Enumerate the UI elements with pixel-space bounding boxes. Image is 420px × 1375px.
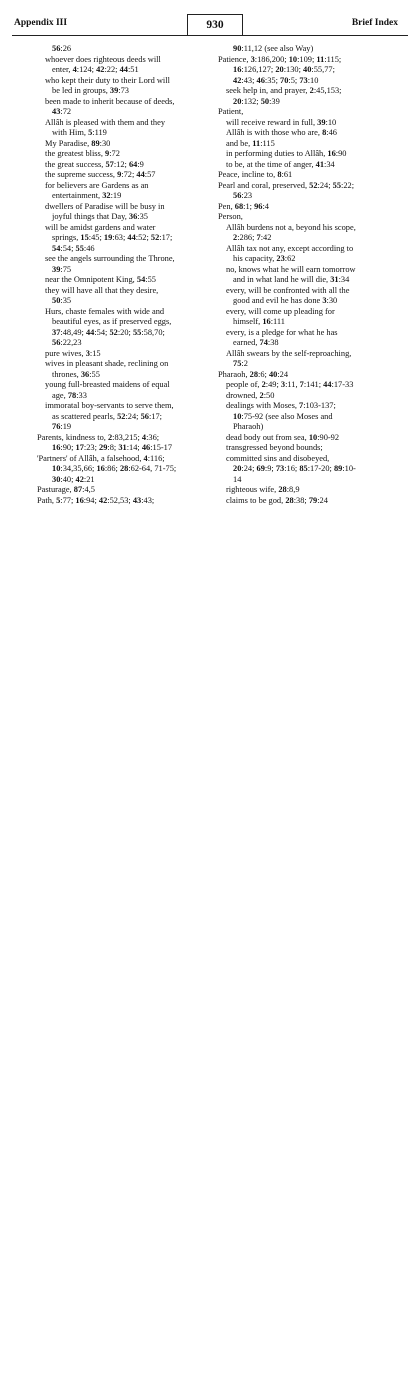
index-subentry: transgressed beyond bounds; <box>226 443 323 452</box>
index-subentry: been made to inherit because of deeds, <box>45 96 175 106</box>
index-subentry: 56:26 <box>52 44 72 53</box>
index-subentry: with Him, 5:119 <box>52 128 107 137</box>
index-entry: Person, <box>218 212 243 221</box>
index-entry: Pen, 68:1; 96:4 <box>218 201 269 211</box>
index-subentry: for believers are Gardens as an <box>45 180 149 190</box>
index-subentry: Allâh is with those who are, 8:46 <box>226 128 337 137</box>
index-subentry: Allâh is pleased with them and they <box>45 117 166 127</box>
index-subentry: immoratal boy-servants to serve them, <box>45 401 174 410</box>
index-subentry: drowned, 2:50 <box>226 390 275 400</box>
index-subentry: dwellers of Paradise will be busy in <box>45 201 165 211</box>
index-subentry: will be amidst gardens and water <box>45 222 156 232</box>
index-subentry: 20:132; 50:39 <box>233 96 280 106</box>
index-subentry: every, is a pledge for what he has <box>226 327 338 337</box>
index-subentry: 50:35 <box>52 296 72 305</box>
index-subentry: enter, 4:124; 42:22; 44:51 <box>52 65 139 74</box>
index-subentry: young full-breasted maidens of equal <box>45 380 170 389</box>
page-number: 930 <box>187 14 243 35</box>
index-subentry: whoever does righteous deeds will <box>45 54 161 64</box>
index-subentry: Allâh burdens not a, beyond his scope, <box>226 222 356 232</box>
index-subentry: in performing duties to Allâh, 16:90 <box>226 149 347 158</box>
index-subentry: 56:23 <box>233 191 253 200</box>
index-subentry: the greatest bliss, 9:72 <box>45 149 120 158</box>
index-subentry: dead body out from sea, 10:90-92 <box>226 432 340 442</box>
index-subentry: the great success, 57:12; 64:9 <box>45 159 144 169</box>
index-subentry: and be, 11:115 <box>226 138 275 148</box>
index-subentry: will receive reward in full, 39:10 <box>226 117 337 127</box>
index-entry: 'Partners' of Allâh, a falsehood, 4:116; <box>37 453 165 463</box>
index-subentry: 2:286; 7:42 <box>233 233 272 242</box>
page-header <box>0 14 420 36</box>
index-subentry: 39:75 <box>52 264 72 274</box>
index-subentry: beautiful eyes, as if preserved eggs, <box>52 317 172 326</box>
index-subentry: who kept their duty to their Lord will <box>45 75 170 85</box>
section-title: Appendix III <box>14 18 68 28</box>
index-subentry: Allâh tax not any, except according to <box>226 243 354 253</box>
index-subentry: earned, 74:38 <box>233 338 279 347</box>
index-subentry: thrones, 36:55 <box>52 369 100 379</box>
index-subentry: righteous wife, 28:8,9 <box>226 485 300 494</box>
index-subentry: be led in groups, 39:73 <box>52 86 129 95</box>
index-column-right <box>218 44 398 506</box>
index-subentry: 16:90; 17:23; 29:8; 31:14; 46:15-17 <box>52 443 173 452</box>
index-title: Brief Index <box>351 18 398 28</box>
index-subentry: 54:54; 55:46 <box>52 243 95 253</box>
index-subentry: My Paradise, 89:30 <box>45 138 111 148</box>
index-subentry: the supreme success, 9:72; 44:57 <box>45 170 156 179</box>
index-subentry: good and evil he has done 3:30 <box>233 296 338 305</box>
index-subentry: as scattered pearls, 52:24; 56:17; <box>52 411 163 421</box>
index-subentry: 14 <box>233 474 242 484</box>
index-subentry: people of, 2:49; 3:11, 7:141; 44:17-33 <box>226 380 354 389</box>
index-subentry: pure wives, 3:15 <box>45 348 101 358</box>
index-subentry: to be, at the time of anger, 41:34 <box>226 159 335 169</box>
index-subentry: no, knows what he will earn tomorrow <box>226 264 356 274</box>
index-subentry: wives in pleasant shade, reclining on <box>45 359 169 368</box>
index-subentry: they will have all that they desire, <box>45 285 159 295</box>
index-entry: Pasturage, 87:4,5 <box>37 485 95 494</box>
index-column-left <box>37 44 217 506</box>
index-subentry: 37:48,49; 44:54; 52:20; 55:58,70; <box>52 327 165 337</box>
index-subentry: Allâh swears by the self-reproaching, <box>226 348 352 358</box>
index-subentry: every, will come up pleading for <box>226 306 335 316</box>
index-entry: Path, 5:77; 16:94; 42:52,53; 43:43; <box>37 495 155 505</box>
index-subentry: 16:126,127; 20:130; 40:55,77; <box>233 65 335 74</box>
index-subentry: committed sins and disobeyed, <box>226 453 330 463</box>
index-subentry: 30:40; 42:21 <box>52 474 95 484</box>
index-subentry: every, will be confronted with all the <box>226 285 350 295</box>
index-subentry: 90:11,12 (see also Way) <box>233 44 314 53</box>
index-subentry: claims to be god, 28:38; 79:24 <box>226 495 328 505</box>
index-subentry: Pharaoh) <box>233 422 264 431</box>
index-subentry: see the angels surrounding the Throne, <box>45 254 175 263</box>
index-subentry: his capacity, 23:62 <box>233 254 296 263</box>
index-subentry: 56:22,23 <box>52 338 82 347</box>
index-entry: Pearl and coral, preserved, 52:24; 55:22; <box>218 180 355 190</box>
index-subentry: 76:19 <box>52 422 72 431</box>
index-subentry: 10:75-92 (see also Moses and <box>233 411 333 421</box>
index-subentry: 20:24; 69:9; 73:16; 85:17-20; 89:10- <box>233 464 356 473</box>
index-subentry: himself, 16:111 <box>233 317 285 326</box>
index-subentry: 42:43; 46:35; 70:5; 73:10 <box>233 75 319 85</box>
index-subentry: dealings with Moses, 7:103-137; <box>226 401 336 410</box>
index-subentry: entertainment, 32:19 <box>52 191 122 200</box>
index-entry: Peace, incline to, 8:61 <box>218 170 293 179</box>
index-entry: Patient, <box>218 107 244 116</box>
index-subentry: age, 78:33 <box>52 390 87 400</box>
header-rule <box>12 35 408 36</box>
index-subentry: seek help in, and prayer, 2:45,153; <box>226 86 342 95</box>
index-entry: Parents, kindness to, 2:83,215; 4:36; <box>37 432 160 442</box>
index-subentry: 10:34,35,66; 16:86; 28:62-64, 71-75; <box>52 464 177 473</box>
index-subentry: Hurs, chaste females with wide and <box>45 306 165 316</box>
index-subentry: and in what land he will die, 31:34 <box>233 275 350 284</box>
index-subentry: near the Omnipotent King, 54:55 <box>45 275 156 284</box>
index-subentry: 43:72 <box>52 107 72 116</box>
index-entry: Patience, 3:186,200; 10:109; 11:115; <box>218 54 342 64</box>
index-subentry: 75:2 <box>233 359 248 368</box>
index-subentry: springs, 15:45; 19:63; 44:52; 52:17; <box>52 233 173 242</box>
index-subentry: joyful things that Day, 36:35 <box>52 212 148 221</box>
index-entry: Pharaoh, 28:6; 40:24 <box>218 369 289 379</box>
